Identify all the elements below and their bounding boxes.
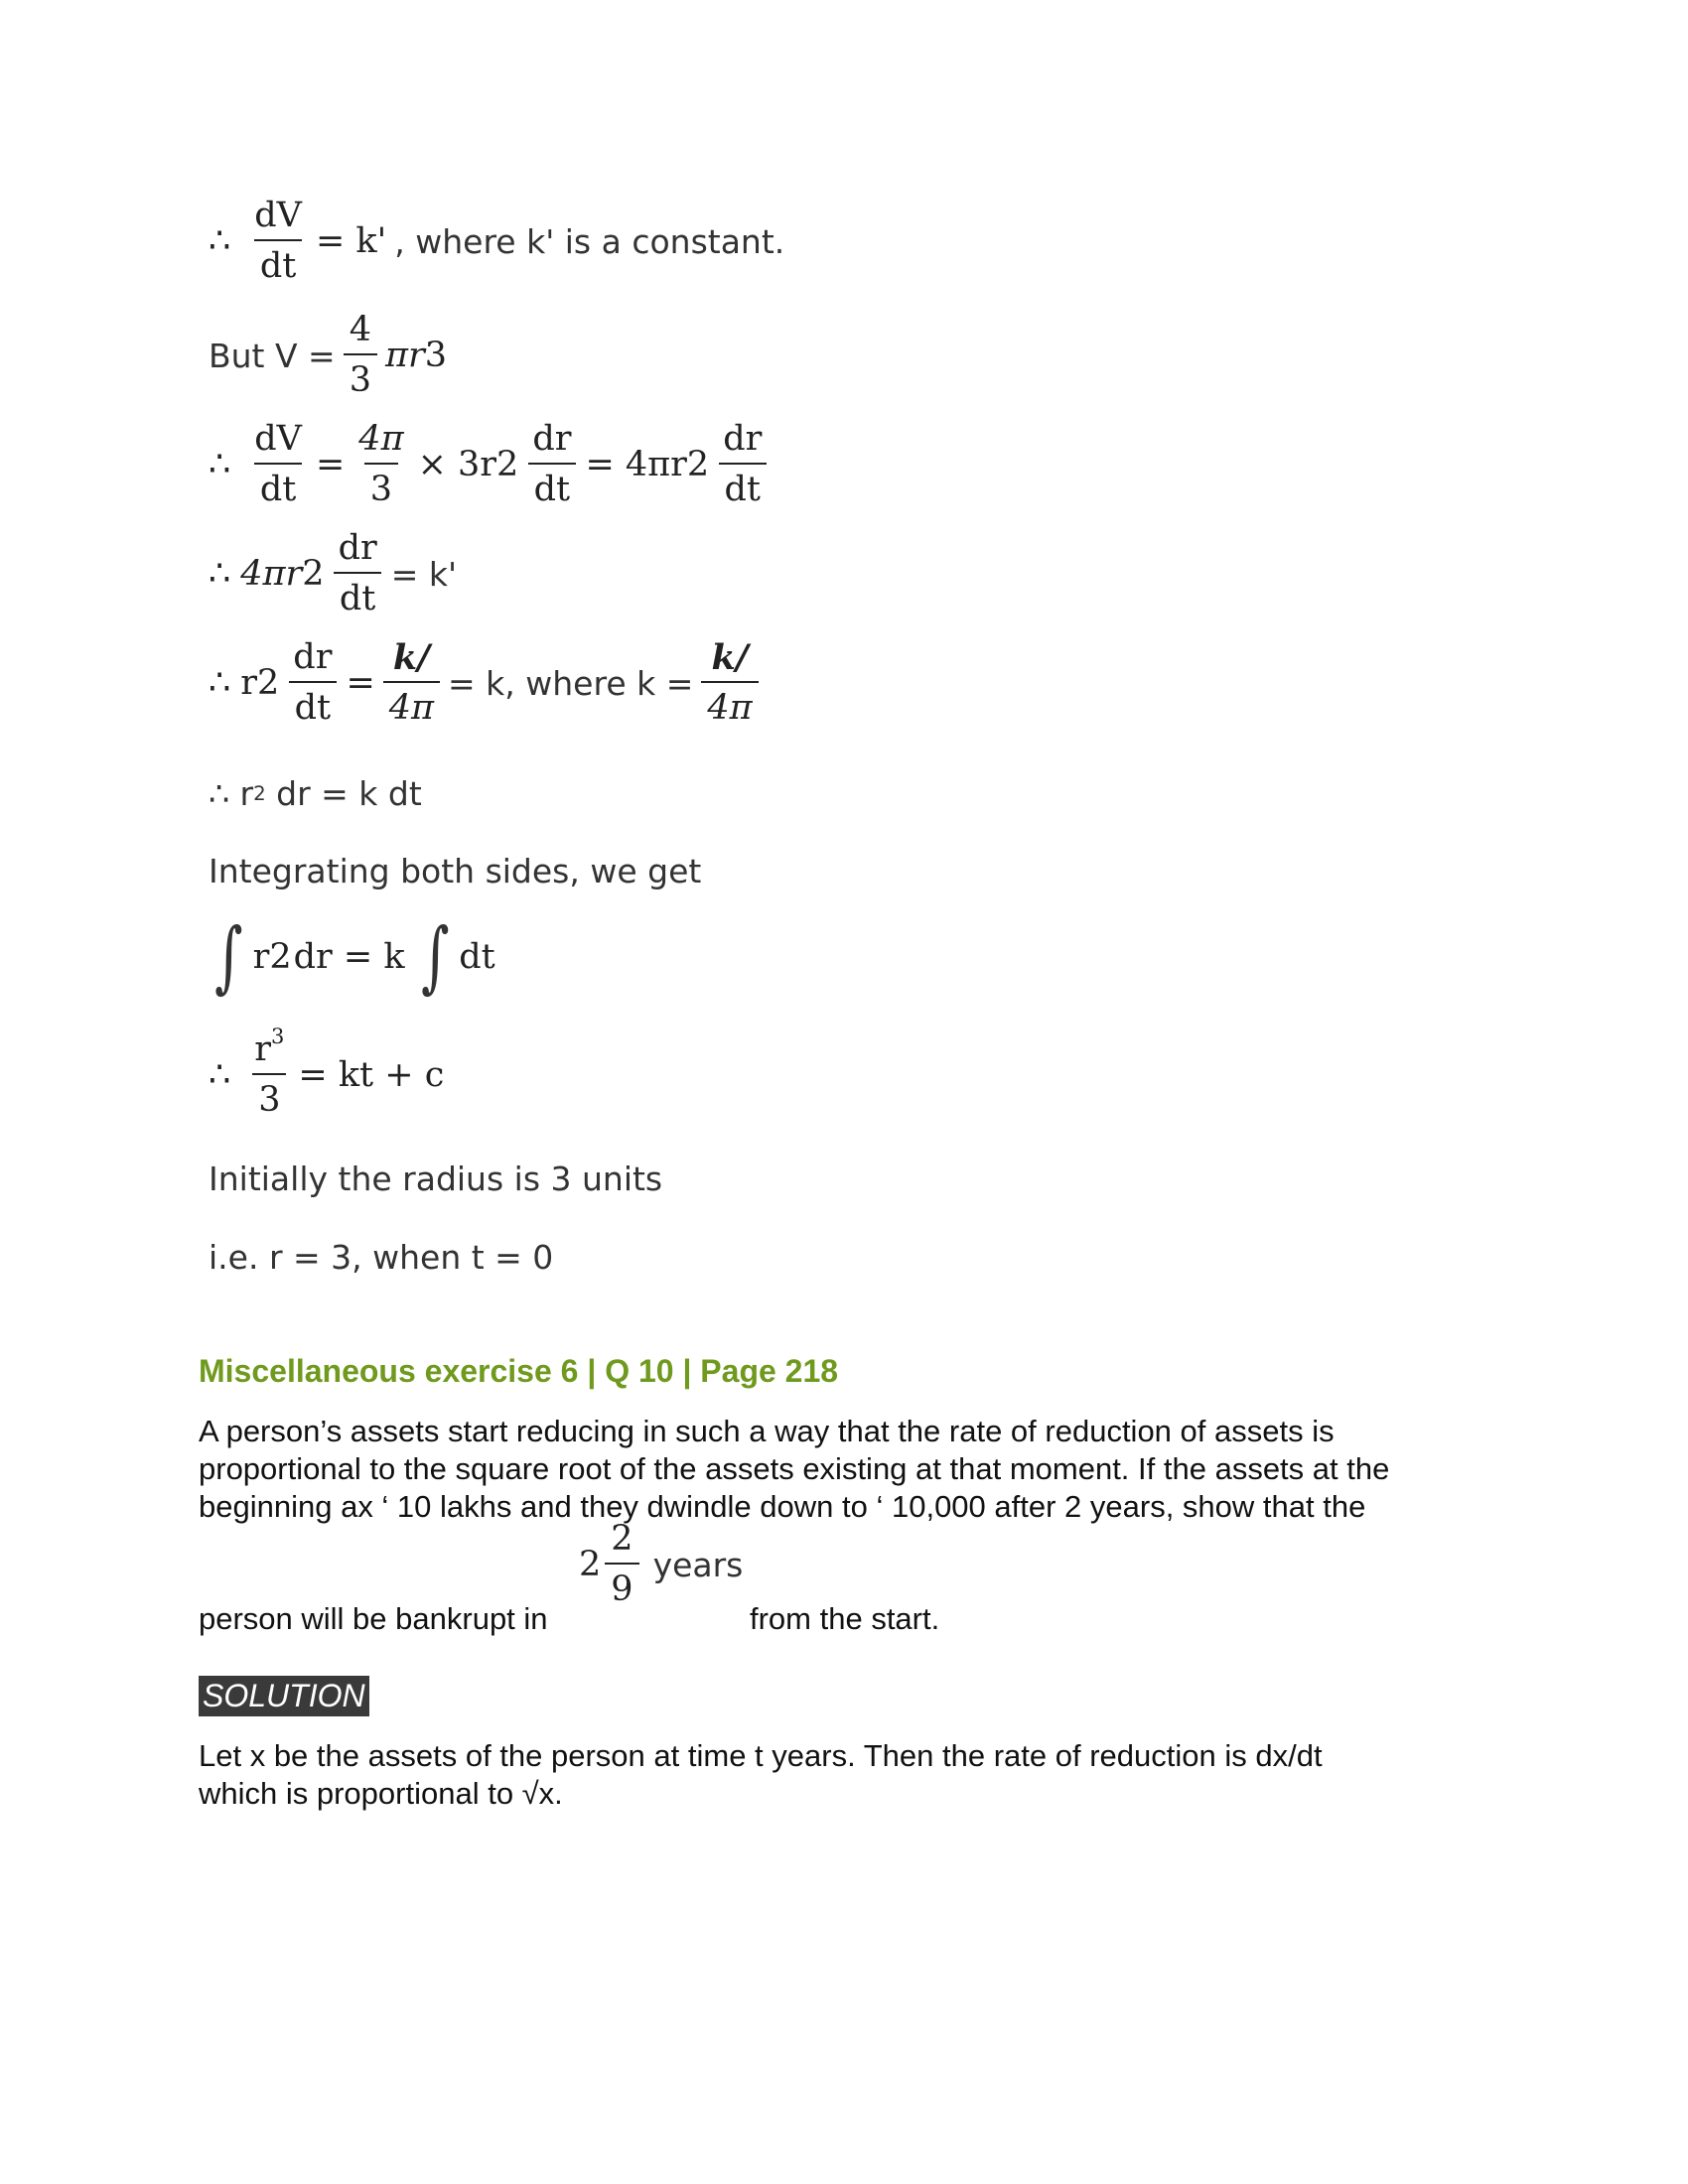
integral-sign: ∫ xyxy=(420,912,450,1002)
question-end: from the start. xyxy=(750,1601,940,1636)
question-last-line: person will be bankrupt in xyxy=(199,1601,548,1636)
fraction: $\frac{dr}{dt}$ xyxy=(526,422,577,507)
mixed-number: 2 $\frac{2}{9}$ years xyxy=(579,1519,744,1609)
initial-condition-text: Initially the radius is 3 units xyxy=(209,1160,663,1198)
integral-sign: ∫ xyxy=(214,912,243,1002)
fraction: $\frac{dr}{dt}$ xyxy=(287,640,338,726)
fraction: $\frac{dr}{dt}$ xyxy=(717,422,768,507)
separated-equation: ∴ r 2 dr = k dt xyxy=(209,774,422,813)
equation-volume: But V = $\frac{4}{3}$ πr 3 xyxy=(209,310,447,400)
fraction: $\frac{dr}{dt}$ xyxy=(333,531,383,616)
fraction: $\frac{4}{3}$ xyxy=(344,313,377,398)
fraction: $\frac{dV}{dt}$ xyxy=(254,419,302,509)
question-text: A person’s assets start reducing in such a way that the rate of reduction of assets is proportional to the square root of the assets existing at that moment. If the assets at the beginning ax ‘ 10 lakhs and they dwindle down to ‘ 10,000 after 2 years, show that the xyxy=(199,1414,1390,1524)
equation-differentiate: ∴ $\frac{dV}{dt}$ = $\frac{4\pi}{3}$ × 3r 2 $\frac{dr}{dt}$ = 4πr 2 $\frac{dr}{dt}$ xyxy=(209,422,775,507)
integrated-result: ∴ $\frac{r^3}{3}$ = kt + c xyxy=(209,1024,445,1120)
fraction: $\frac{4\pi}{3}$ xyxy=(358,419,404,509)
equation-rate-constant: ∴ 4πr 2 $\frac{dr}{dt}$ = k' xyxy=(209,528,458,618)
constant-note: , where k' is a constant. xyxy=(394,221,785,261)
integral-equation: ∫ r 2 dr = k ∫ dt xyxy=(214,912,495,1002)
fraction: $\frac{k/}{4\pi}$ xyxy=(701,640,758,726)
solution-badge: SOLUTION xyxy=(199,1676,369,1716)
initial-condition-values: i.e. r = 3, when t = 0 xyxy=(209,1238,554,1277)
fraction: $\frac{k/}{4\pi}$ xyxy=(383,640,440,726)
equation-k-definition: ∴ r 2 $\frac{dr}{dt}$ = $\frac{k/}{4\pi}$ = k, where k = $\frac{k/}{4\pi}$ xyxy=(209,640,767,726)
fraction: $\frac{2}{9}$ xyxy=(605,1522,638,1607)
integrating-text: Integrating both sides, we get xyxy=(209,852,702,890)
solution-text: Let x be the assets of the person at time t years. Then the rate of reduction is dx/dt which is proportional to √x. xyxy=(199,1738,1323,1811)
question-heading: Miscellaneous exercise 6 | Q 10 | Page 218 xyxy=(199,1353,839,1389)
fraction: $\frac{dV}{dt}$ xyxy=(254,196,302,286)
fraction: $\frac{r^3}{3}$ xyxy=(248,1032,290,1118)
therefore-symbol: ∴ xyxy=(209,221,231,261)
equation-dv-dt: ∴ $\frac{dV}{dt}$ = k' , where k' is a constant. xyxy=(209,196,785,286)
